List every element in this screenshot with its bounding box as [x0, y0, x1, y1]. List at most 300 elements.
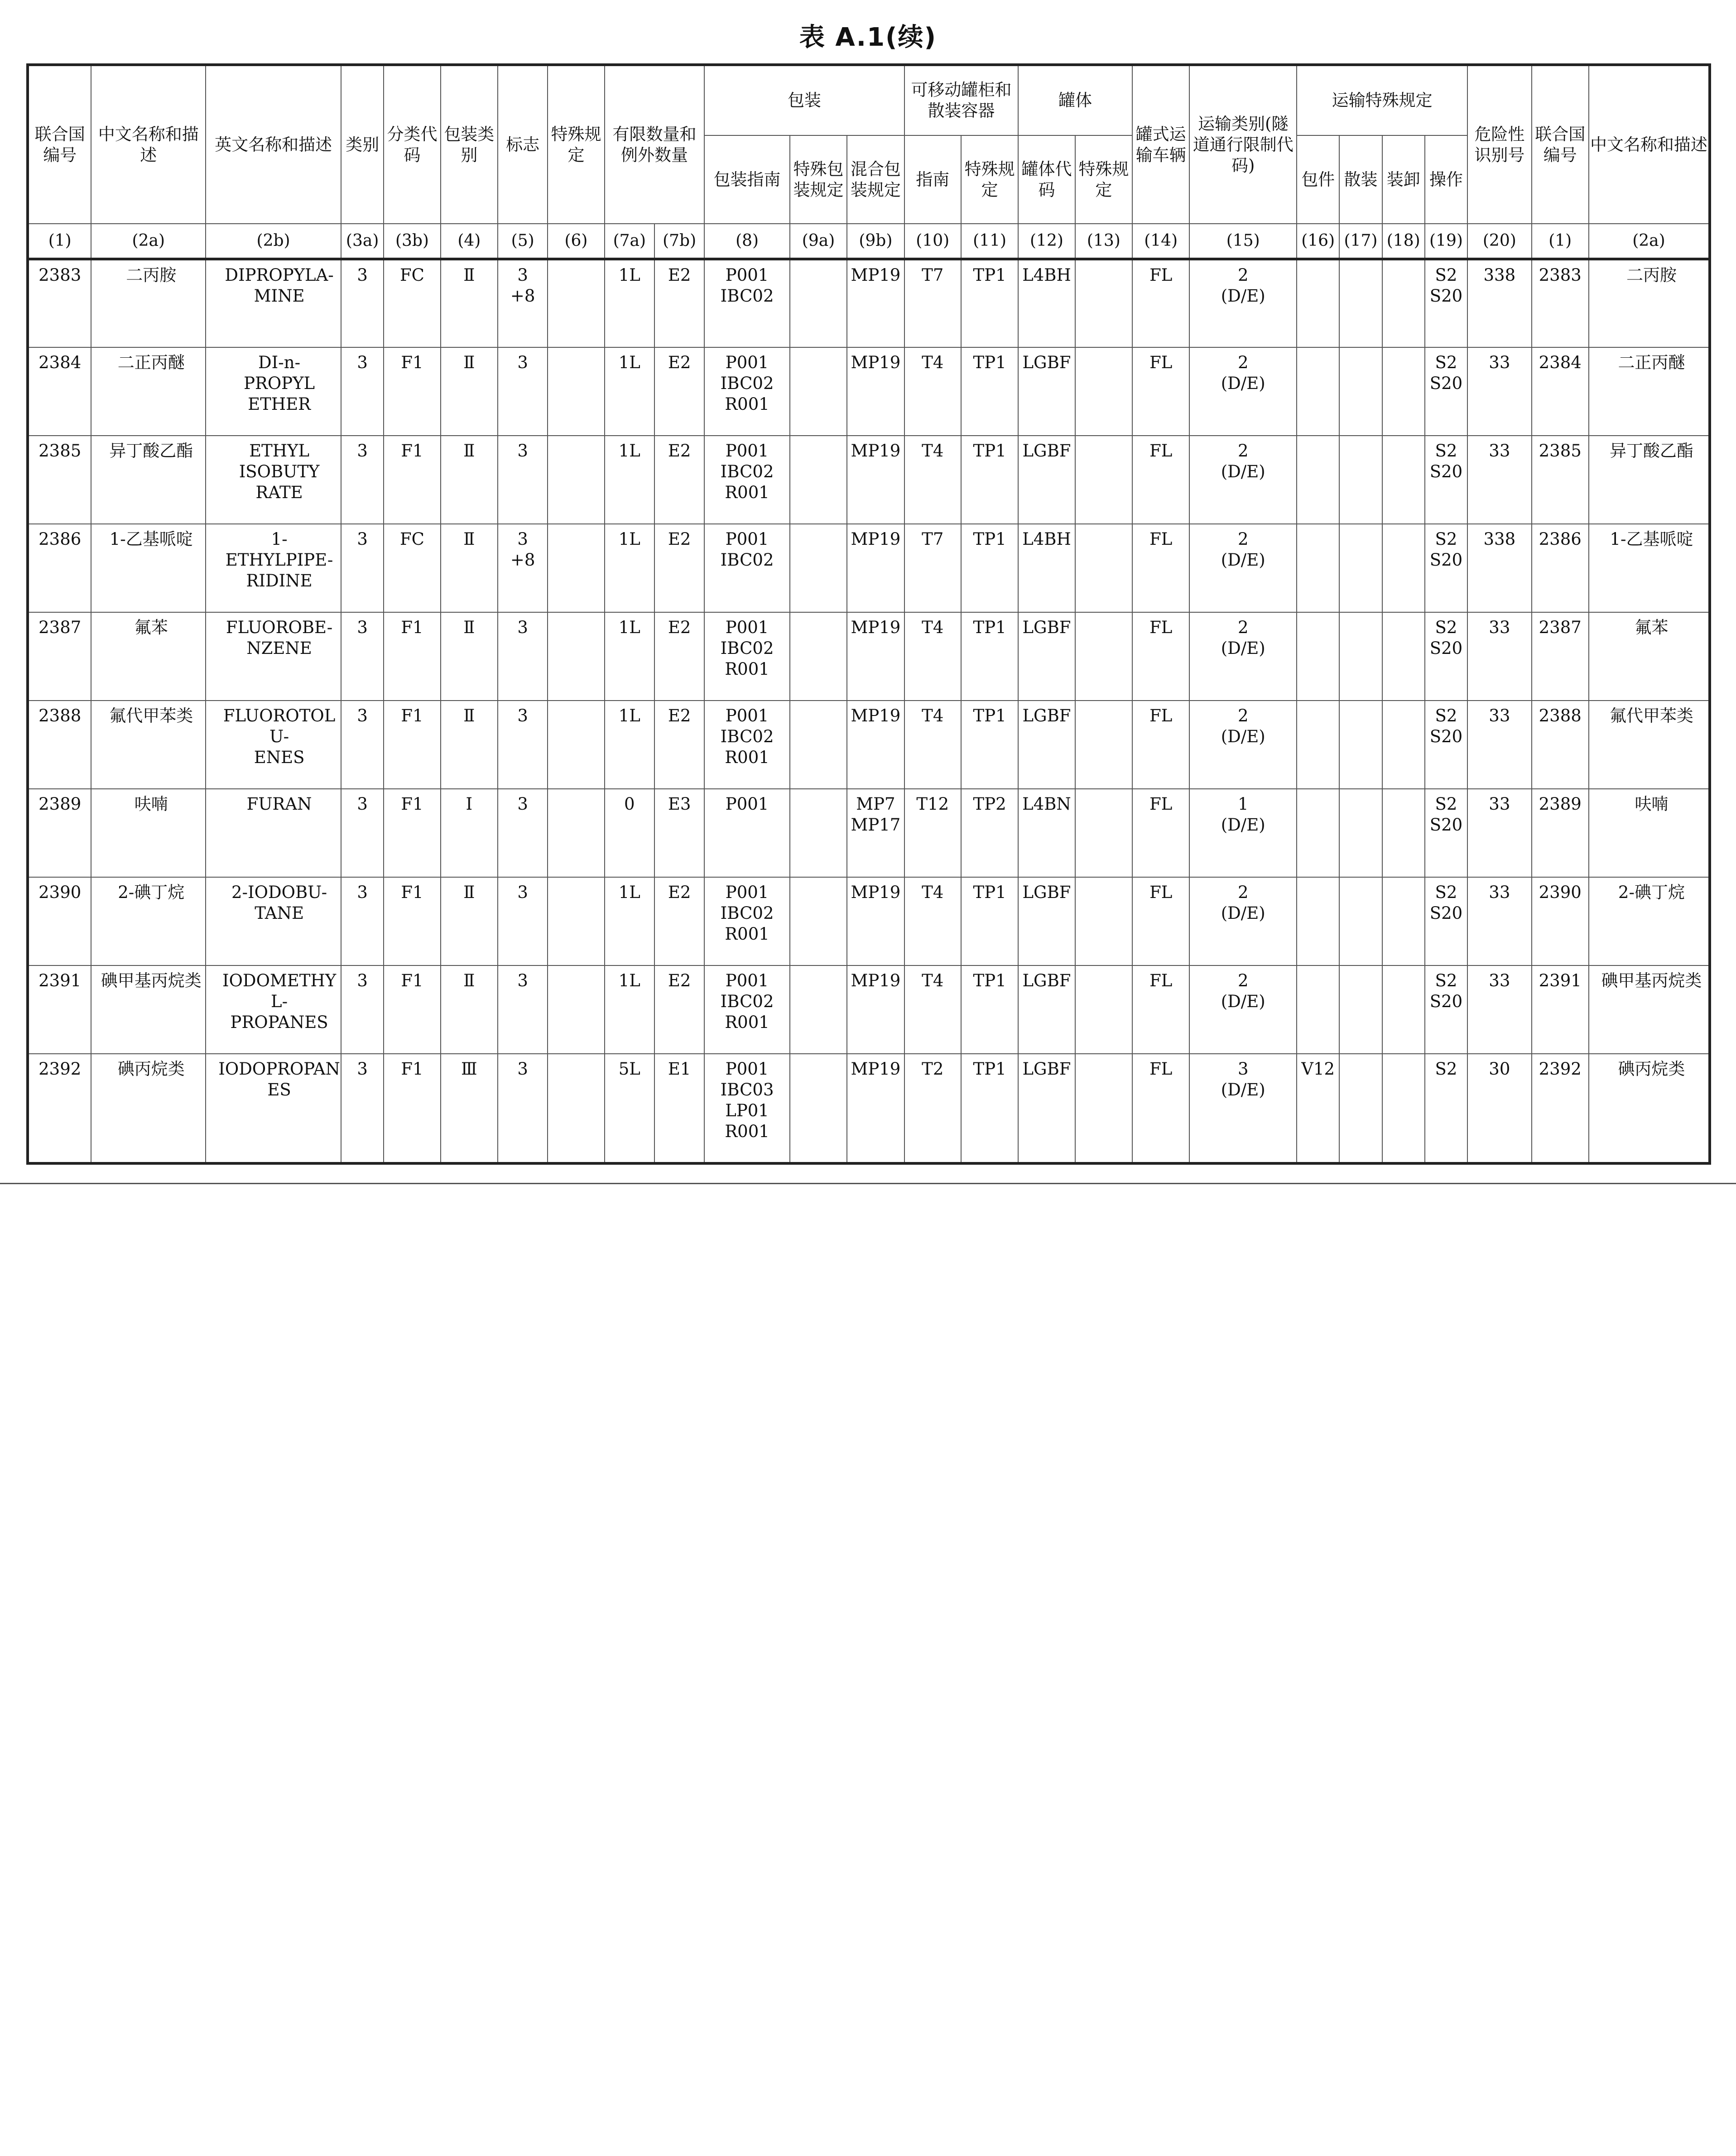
mixed-packing-cell: MP19 — [847, 347, 904, 436]
class-cell: 3 — [341, 347, 384, 436]
transport-category-cell: 2 (D/E) — [1189, 524, 1297, 612]
name-en-cell: DIPROPYLA- MINE — [206, 259, 341, 347]
ts-bulk-cell — [1339, 524, 1382, 612]
header-name-zh: 中文名称和描述 — [91, 65, 206, 224]
un-no-repeat-cell: 2386 — [1532, 524, 1589, 612]
excepted-qty-cell: E2 — [654, 877, 704, 965]
special-provisions-cell — [548, 524, 604, 612]
ts-operation-cell: S2 S20 — [1425, 347, 1467, 436]
ts-bulk-cell — [1339, 259, 1382, 347]
mixed-packing-cell: MP19 — [847, 436, 904, 524]
tank-special-cell — [1075, 436, 1132, 524]
name-en-cell: IODOMETHYL- PROPANES — [206, 965, 341, 1054]
header-portable-tanks: 可移动罐柜和散装容器 — [904, 65, 1019, 135]
class-code-cell: F1 — [384, 1054, 440, 1163]
hazard-id-cell: 338 — [1467, 524, 1531, 612]
column-number: (16) — [1297, 224, 1339, 259]
transport-category-cell: 2 (D/E) — [1189, 259, 1297, 347]
un-no-repeat-cell: 2389 — [1532, 789, 1589, 877]
name-zh-repeat-cell: 2-碘丁烷 — [1589, 877, 1710, 965]
ts-loading-cell — [1382, 524, 1425, 612]
column-number-row — [28, 224, 1710, 259]
name-en-cell: FURAN — [206, 789, 341, 877]
tank-special-cell — [1075, 612, 1132, 701]
pt-special-cell: TP1 — [961, 877, 1018, 965]
header-ts-bulk: 散装 — [1339, 135, 1382, 224]
labels-cell: 3 — [498, 877, 548, 965]
special-packing-cell — [790, 789, 847, 877]
hazard-id-cell: 33 — [1467, 789, 1531, 877]
class-cell: 3 — [341, 965, 384, 1054]
hazard-id-cell: 33 — [1467, 965, 1531, 1054]
un-no-cell: 2389 — [28, 789, 91, 877]
ts-operation-cell: S2 — [1425, 1054, 1467, 1163]
column-number: (11) — [961, 224, 1018, 259]
mixed-packing-cell: MP19 — [847, 1054, 904, 1163]
un-no-repeat-cell: 2383 — [1532, 259, 1589, 347]
class-cell: 3 — [341, 612, 384, 701]
tank-vehicle-cell: FL — [1132, 701, 1189, 789]
packing-instructions-cell: P001 IBC02 — [704, 259, 790, 347]
limited-qty-cell: 5L — [605, 1054, 654, 1163]
ts-loading-cell — [1382, 1054, 1425, 1163]
labels-cell: 3 — [498, 701, 548, 789]
ts-bulk-cell — [1339, 612, 1382, 701]
tank-vehicle-cell: FL — [1132, 965, 1189, 1054]
ts-operation-cell: S2 S20 — [1425, 789, 1467, 877]
tank-vehicle-cell: FL — [1132, 524, 1189, 612]
column-number: (18) — [1382, 224, 1425, 259]
tank-code-cell: L4BN — [1018, 789, 1075, 877]
packing-group-cell: Ⅰ — [441, 789, 498, 877]
header-tank: 罐体 — [1018, 65, 1132, 135]
special-packing-cell — [790, 612, 847, 701]
un-no-cell: 2388 — [28, 701, 91, 789]
mixed-packing-cell: MP7 MP17 — [847, 789, 904, 877]
tank-code-cell: L4BH — [1018, 524, 1075, 612]
tank-vehicle-cell: FL — [1132, 1054, 1189, 1163]
ts-operation-cell: S2 S20 — [1425, 877, 1467, 965]
column-number: (9b) — [847, 224, 904, 259]
limited-qty-cell: 1L — [605, 436, 654, 524]
table-row — [28, 701, 1710, 789]
ts-operation-cell: S2 S20 — [1425, 259, 1467, 347]
hazard-id-cell: 33 — [1467, 347, 1531, 436]
ts-operation-cell: S2 S20 — [1425, 524, 1467, 612]
pt-instructions-cell: T4 — [904, 701, 961, 789]
tank-code-cell: LGBF — [1018, 965, 1075, 1054]
ts-packages-cell — [1297, 612, 1339, 701]
column-number: (20) — [1467, 224, 1531, 259]
class-code-cell: F1 — [384, 612, 440, 701]
header-special-provisions: 特殊规定 — [548, 65, 604, 224]
pt-instructions-cell: T4 — [904, 877, 961, 965]
name-zh-repeat-cell: 氟苯 — [1589, 612, 1710, 701]
pt-instructions-cell: T7 — [904, 524, 961, 612]
header-tank-special: 特殊规定 — [1075, 135, 1132, 224]
column-number: (1) — [28, 224, 91, 259]
column-number: (1) — [1532, 224, 1589, 259]
un-no-repeat-cell: 2388 — [1532, 701, 1589, 789]
packing-instructions-cell: P001 — [704, 789, 790, 877]
column-number: (8) — [704, 224, 790, 259]
header-name-en: 英文名称和描述 — [206, 65, 341, 224]
hazard-id-cell: 338 — [1467, 259, 1531, 347]
name-zh-repeat-cell: 异丁酸乙酯 — [1589, 436, 1710, 524]
special-packing-cell — [790, 436, 847, 524]
class-code-cell: F1 — [384, 877, 440, 965]
ts-packages-cell — [1297, 701, 1339, 789]
tank-code-cell: L4BH — [1018, 259, 1075, 347]
class-cell: 3 — [341, 259, 384, 347]
name-en-cell: 1-ETHYLPIPE- RIDINE — [206, 524, 341, 612]
header-special-packing: 特殊包装规定 — [790, 135, 847, 224]
un-no-repeat-cell: 2384 — [1532, 347, 1589, 436]
limited-qty-cell: 1L — [605, 877, 654, 965]
table-row — [28, 436, 1710, 524]
class-cell: 3 — [341, 1054, 384, 1163]
pt-instructions-cell: T7 — [904, 259, 961, 347]
column-number: (10) — [904, 224, 961, 259]
name-zh-cell: 2-碘丁烷 — [91, 877, 206, 965]
ts-packages-cell — [1297, 877, 1339, 965]
special-provisions-cell — [548, 612, 604, 701]
special-packing-cell — [790, 259, 847, 347]
tank-special-cell — [1075, 524, 1132, 612]
name-en-cell: DI-n- PROPYL ETHER — [206, 347, 341, 436]
header-tank-code: 罐体代码 — [1018, 135, 1075, 224]
header-pt-instructions: 指南 — [904, 135, 961, 224]
table-title: 表 A.1(续) — [799, 23, 937, 52]
excepted-qty-cell: E2 — [654, 612, 704, 701]
column-number: (3a) — [341, 224, 384, 259]
tank-special-cell — [1075, 259, 1132, 347]
column-number: (4) — [441, 224, 498, 259]
class-code-cell: F1 — [384, 347, 440, 436]
class-cell: 3 — [341, 701, 384, 789]
class-cell: 3 — [341, 436, 384, 524]
tank-code-cell: LGBF — [1018, 1054, 1075, 1163]
ts-bulk-cell — [1339, 1054, 1382, 1163]
header-packing-group: 包装类别 — [441, 65, 498, 224]
ts-loading-cell — [1382, 965, 1425, 1054]
special-provisions-cell — [548, 877, 604, 965]
column-number: (2b) — [206, 224, 341, 259]
header-labels: 标志 — [498, 65, 548, 224]
ts-loading-cell — [1382, 612, 1425, 701]
name-en-cell: ETHYL ISOBUTY RATE — [206, 436, 341, 524]
labels-cell: 3 +8 — [498, 259, 548, 347]
excepted-qty-cell: E2 — [654, 965, 704, 1054]
name-zh-cell: 氟代甲苯类 — [91, 701, 206, 789]
pt-instructions-cell: T4 — [904, 965, 961, 1054]
name-zh-cell: 碘丙烷类 — [91, 1054, 206, 1163]
header-ts-operation: 操作 — [1425, 135, 1467, 224]
packing-instructions-cell: P001 IBC02 R001 — [704, 701, 790, 789]
pt-instructions-cell: T4 — [904, 436, 961, 524]
tank-special-cell — [1075, 701, 1132, 789]
special-provisions-cell — [548, 347, 604, 436]
un-no-cell: 2387 — [28, 612, 91, 701]
header-ts-loading: 装卸 — [1382, 135, 1425, 224]
packing-group-cell: Ⅱ — [441, 877, 498, 965]
excepted-qty-cell: E3 — [654, 789, 704, 877]
class-cell: 3 — [341, 789, 384, 877]
page-divider — [0, 1183, 1736, 1184]
tank-code-cell: LGBF — [1018, 347, 1075, 436]
class-cell: 3 — [341, 524, 384, 612]
excepted-qty-cell: E2 — [654, 701, 704, 789]
header-packaging: 包装 — [704, 65, 904, 135]
table-row — [28, 524, 1710, 612]
header-pt-special: 特殊规定 — [961, 135, 1018, 224]
pt-special-cell: TP1 — [961, 965, 1018, 1054]
column-number: (12) — [1018, 224, 1075, 259]
un-no-cell: 2384 — [28, 347, 91, 436]
special-provisions-cell — [548, 1054, 604, 1163]
pt-instructions-cell: T4 — [904, 612, 961, 701]
name-zh-repeat-cell: 二丙胺 — [1589, 259, 1710, 347]
packing-instructions-cell: P001 IBC02 R001 — [704, 347, 790, 436]
tank-vehicle-cell: FL — [1132, 347, 1189, 436]
pt-special-cell: TP1 — [961, 259, 1018, 347]
special-provisions-cell — [548, 436, 604, 524]
ts-bulk-cell — [1339, 436, 1382, 524]
un-no-cell: 2391 — [28, 965, 91, 1054]
special-provisions-cell — [548, 965, 604, 1054]
transport-category-cell: 2 (D/E) — [1189, 701, 1297, 789]
table-row — [28, 789, 1710, 877]
ts-packages-cell — [1297, 965, 1339, 1054]
limited-qty-cell: 1L — [605, 701, 654, 789]
limited-qty-cell: 1L — [605, 965, 654, 1054]
transport-category-cell: 3 (D/E) — [1189, 1054, 1297, 1163]
transport-category-cell: 2 (D/E) — [1189, 612, 1297, 701]
tank-special-cell — [1075, 877, 1132, 965]
ts-operation-cell: S2 S20 — [1425, 612, 1467, 701]
column-number: (15) — [1189, 224, 1297, 259]
transport-category-cell: 2 (D/E) — [1189, 436, 1297, 524]
ts-bulk-cell — [1339, 965, 1382, 1054]
header-name-zh-repeat: 中文名称和描述 — [1589, 65, 1710, 224]
header-tank-vehicle: 罐式运输车辆 — [1132, 65, 1189, 224]
transport-category-cell: 1 (D/E) — [1189, 789, 1297, 877]
name-zh-cell: 1-乙基哌啶 — [91, 524, 206, 612]
ts-bulk-cell — [1339, 877, 1382, 965]
ts-loading-cell — [1382, 701, 1425, 789]
mixed-packing-cell: MP19 — [847, 965, 904, 1054]
class-cell: 3 — [341, 877, 384, 965]
pt-special-cell: TP2 — [961, 789, 1018, 877]
ts-bulk-cell — [1339, 347, 1382, 436]
packing-group-cell: Ⅱ — [441, 524, 498, 612]
ts-loading-cell — [1382, 347, 1425, 436]
hazard-id-cell: 33 — [1467, 877, 1531, 965]
class-code-cell: F1 — [384, 701, 440, 789]
mixed-packing-cell: MP19 — [847, 877, 904, 965]
tank-vehicle-cell: FL — [1132, 259, 1189, 347]
ts-bulk-cell — [1339, 789, 1382, 877]
header-transport-special: 运输特殊规定 — [1297, 65, 1467, 135]
special-packing-cell — [790, 701, 847, 789]
ts-operation-cell: S2 S20 — [1425, 701, 1467, 789]
name-zh-repeat-cell: 氟代甲苯类 — [1589, 701, 1710, 789]
tank-special-cell — [1075, 347, 1132, 436]
limited-qty-cell: 0 — [605, 789, 654, 877]
name-en-cell: IODOPROPANES — [206, 1054, 341, 1163]
special-packing-cell — [790, 524, 847, 612]
name-zh-repeat-cell: 碘丙烷类 — [1589, 1054, 1710, 1163]
name-en-cell: 2-IODOBU- TANE — [206, 877, 341, 965]
header-class-code: 分类代码 — [384, 65, 440, 224]
pt-special-cell: TP1 — [961, 612, 1018, 701]
ts-operation-cell: S2 S20 — [1425, 965, 1467, 1054]
tank-vehicle-cell: FL — [1132, 877, 1189, 965]
tank-special-cell — [1075, 965, 1132, 1054]
limited-qty-cell: 1L — [605, 524, 654, 612]
tank-vehicle-cell: FL — [1132, 612, 1189, 701]
special-packing-cell — [790, 1054, 847, 1163]
column-number: (5) — [498, 224, 548, 259]
name-zh-cell: 氟苯 — [91, 612, 206, 701]
column-number: (3b) — [384, 224, 440, 259]
packing-instructions-cell: P001 IBC02 R001 — [704, 965, 790, 1054]
packing-instructions-cell: P001 IBC02 — [704, 524, 790, 612]
pt-special-cell: TP1 — [961, 1054, 1018, 1163]
special-provisions-cell — [548, 701, 604, 789]
mixed-packing-cell: MP19 — [847, 259, 904, 347]
name-zh-repeat-cell: 呋喃 — [1589, 789, 1710, 877]
column-number: (2a) — [91, 224, 206, 259]
tank-code-cell: LGBF — [1018, 612, 1075, 701]
excepted-qty-cell: E1 — [654, 1054, 704, 1163]
pt-special-cell: TP1 — [961, 436, 1018, 524]
tank-code-cell: LGBF — [1018, 701, 1075, 789]
table-row — [28, 347, 1710, 436]
header-class: 类别 — [341, 65, 384, 224]
header-un-no-repeat: 联合国编号 — [1532, 65, 1589, 224]
name-zh-cell: 呋喃 — [91, 789, 206, 877]
un-no-cell: 2385 — [28, 436, 91, 524]
header-ts-packages: 包件 — [1297, 135, 1339, 224]
name-zh-repeat-cell: 二正丙醚 — [1589, 347, 1710, 436]
packing-group-cell: Ⅱ — [441, 436, 498, 524]
special-provisions-cell — [548, 259, 604, 347]
un-no-cell: 2383 — [28, 259, 91, 347]
limited-qty-cell: 1L — [605, 259, 654, 347]
header-mixed-packing: 混合包装规定 — [847, 135, 904, 224]
tank-code-cell: LGBF — [1018, 877, 1075, 965]
packing-group-cell: Ⅱ — [441, 965, 498, 1054]
limited-qty-cell: 1L — [605, 612, 654, 701]
tank-vehicle-cell: FL — [1132, 789, 1189, 877]
table-row — [28, 612, 1710, 701]
name-en-cell: FLUOROBE- NZENE — [206, 612, 341, 701]
name-zh-cell: 异丁酸乙酯 — [91, 436, 206, 524]
name-zh-repeat-cell: 碘甲基丙烷类 — [1589, 965, 1710, 1054]
tank-code-cell: LGBF — [1018, 436, 1075, 524]
packing-instructions-cell: P001 IBC02 R001 — [704, 877, 790, 965]
un-no-cell: 2392 — [28, 1054, 91, 1163]
transport-category-cell: 2 (D/E) — [1189, 965, 1297, 1054]
table-row — [28, 877, 1710, 965]
packing-instructions-cell: P001 IBC02 R001 — [704, 612, 790, 701]
un-no-repeat-cell: 2387 — [1532, 612, 1589, 701]
name-en-cell: FLUOROTOLU- ENES — [206, 701, 341, 789]
ts-loading-cell — [1382, 259, 1425, 347]
ts-loading-cell — [1382, 877, 1425, 965]
pt-instructions-cell: T4 — [904, 347, 961, 436]
un-no-repeat-cell: 2390 — [1532, 877, 1589, 965]
un-no-cell: 2390 — [28, 877, 91, 965]
class-code-cell: F1 — [384, 789, 440, 877]
table-row — [28, 1054, 1710, 1163]
name-zh-cell: 碘甲基丙烷类 — [91, 965, 206, 1054]
transport-category-cell: 2 (D/E) — [1189, 347, 1297, 436]
un-no-repeat-cell: 2385 — [1532, 436, 1589, 524]
labels-cell: 3 — [498, 347, 548, 436]
limited-qty-cell: 1L — [605, 347, 654, 436]
ts-loading-cell — [1382, 436, 1425, 524]
column-number: (13) — [1075, 224, 1132, 259]
column-number: (9a) — [790, 224, 847, 259]
column-number: (17) — [1339, 224, 1382, 259]
ts-packages-cell: V12 — [1297, 1054, 1339, 1163]
pt-special-cell: TP1 — [961, 524, 1018, 612]
class-code-cell: FC — [384, 259, 440, 347]
labels-cell: 3 +8 — [498, 524, 548, 612]
pt-special-cell: TP1 — [961, 347, 1018, 436]
mixed-packing-cell: MP19 — [847, 612, 904, 701]
labels-cell: 3 — [498, 612, 548, 701]
packing-group-cell: Ⅲ — [441, 1054, 498, 1163]
ts-packages-cell — [1297, 436, 1339, 524]
hazard-id-cell: 33 — [1467, 436, 1531, 524]
hazard-id-cell: 30 — [1467, 1054, 1531, 1163]
excepted-qty-cell: E2 — [654, 259, 704, 347]
un-no-repeat-cell: 2391 — [1532, 965, 1589, 1054]
table-body — [28, 259, 1710, 1163]
transport-category-cell: 2 (D/E) — [1189, 877, 1297, 965]
class-code-cell: FC — [384, 524, 440, 612]
column-number: (7b) — [654, 224, 704, 259]
ts-packages-cell — [1297, 347, 1339, 436]
name-zh-cell: 二正丙醚 — [91, 347, 206, 436]
special-packing-cell — [790, 347, 847, 436]
ts-packages-cell — [1297, 524, 1339, 612]
mixed-packing-cell: MP19 — [847, 701, 904, 789]
labels-cell: 3 — [498, 789, 548, 877]
un-no-repeat-cell: 2392 — [1532, 1054, 1589, 1163]
special-packing-cell — [790, 877, 847, 965]
header-hazard-id: 危险性识别号 — [1467, 65, 1531, 224]
class-code-cell: F1 — [384, 965, 440, 1054]
tank-special-cell — [1075, 1054, 1132, 1163]
packing-group-cell: Ⅱ — [441, 347, 498, 436]
header-packing-instructions: 包装指南 — [704, 135, 790, 224]
table-row — [28, 259, 1710, 347]
hazard-id-cell: 33 — [1467, 612, 1531, 701]
special-packing-cell — [790, 965, 847, 1054]
column-number: (14) — [1132, 224, 1189, 259]
excepted-qty-cell: E2 — [654, 524, 704, 612]
column-number: (7a) — [605, 224, 654, 259]
packing-group-cell: Ⅱ — [441, 701, 498, 789]
packing-instructions-cell: P001 IBC03 LP01 R001 — [704, 1054, 790, 1163]
labels-cell: 3 — [498, 436, 548, 524]
ts-operation-cell: S2 S20 — [1425, 436, 1467, 524]
ts-bulk-cell — [1339, 701, 1382, 789]
